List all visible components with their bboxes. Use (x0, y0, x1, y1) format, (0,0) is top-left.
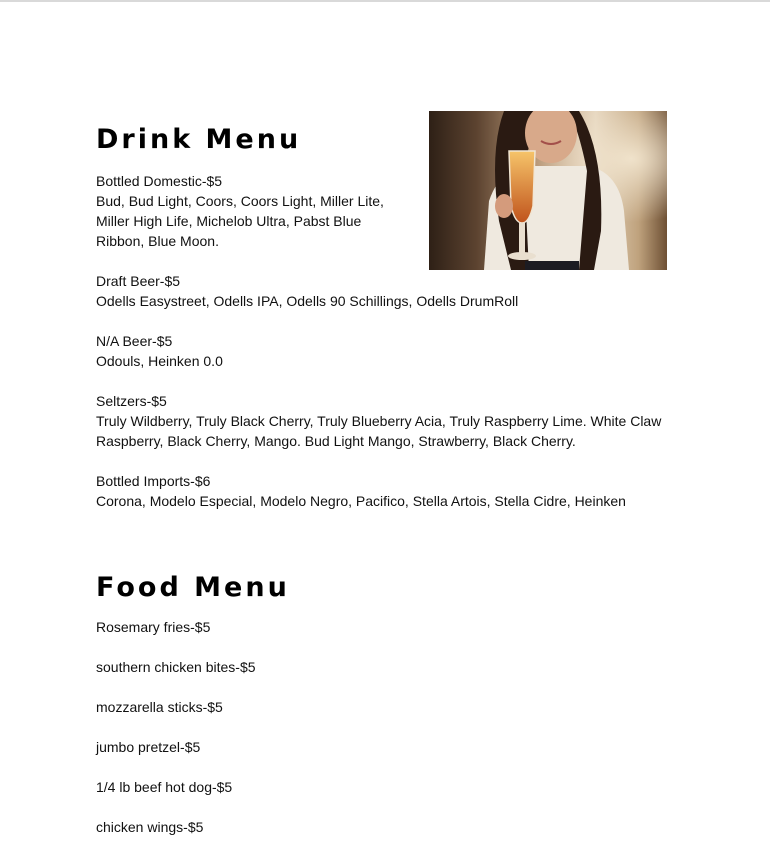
drink-section-bottled-imports (96, 471, 676, 511)
woman-holding-beer-photo (429, 111, 667, 270)
food-item: southern chicken bites-$5 (96, 659, 256, 675)
section-line: Raspberry, Black Cherry, Mango. Bud Light Mango, Strawberry, Black Cherry. (96, 433, 576, 449)
section-title: Draft Beer-$5 (96, 273, 181, 289)
section-line: Odouls, Heinken 0.0 (96, 353, 223, 369)
drink-section-seltzers (96, 391, 676, 451)
drink-section-bottled-domestic (96, 171, 416, 251)
section-title: Bottled Imports-$6 (96, 473, 211, 489)
section-line: Corona, Modelo Especial, Modelo Negro, Pacifico, Stella Artois, Stella Cidre, Heinken (96, 493, 626, 509)
section-line: Bud, Bud Light, Coors, Coors Light, Miller Lite, (96, 193, 384, 209)
food-item: chicken wings-$5 (96, 819, 204, 835)
food-item: 1/4 lb beef hot dog-$5 (96, 779, 233, 795)
section-line: Odells Easystreet, Odells IPA, Odells 90 Schillings, Odells DrumRoll (96, 293, 519, 309)
section-line: Truly Wildberry, Truly Black Cherry, Truly Blueberry Acia, Truly Raspberry Lime. White Claw (96, 413, 662, 429)
food-item: mozzarella sticks-$5 (96, 699, 223, 715)
section-title: Bottled Domestic-$5 (96, 173, 223, 189)
drink-section-na-beer (96, 331, 676, 371)
drink-menu-heading: Drink Menu (96, 124, 302, 155)
food-menu-heading: Food Menu (96, 572, 290, 603)
page-top-border (0, 0, 770, 2)
section-title: N/A Beer-$5 (96, 333, 173, 349)
section-line: Ribbon, Blue Moon. (96, 233, 219, 249)
food-item: Rosemary fries-$5 (96, 619, 211, 635)
section-line: Miller High Life, Michelob Ultra, Pabst Blue (96, 213, 362, 229)
drink-section-draft-beer (96, 271, 676, 311)
food-item: jumbo pretzel-$5 (96, 739, 201, 755)
section-title: Seltzers-$5 (96, 393, 167, 409)
